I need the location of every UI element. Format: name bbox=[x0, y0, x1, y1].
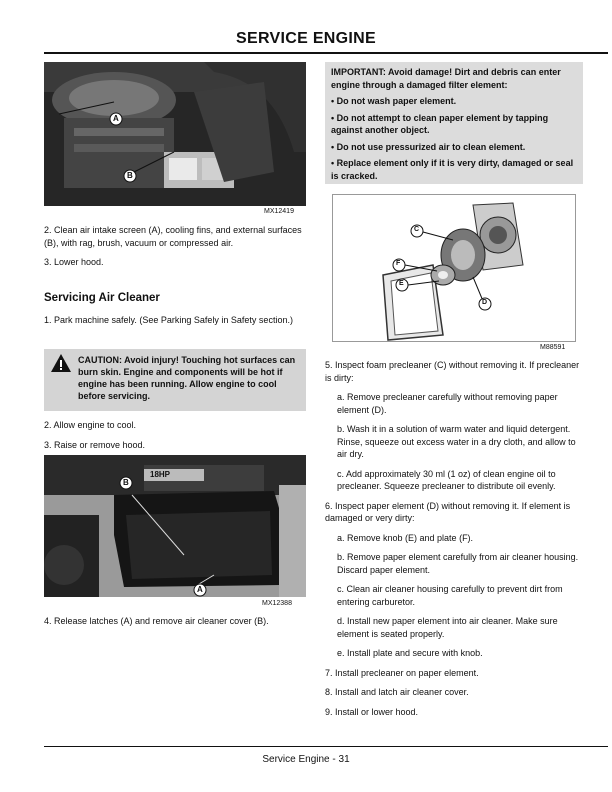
step-6: 6. Inspect paper element (D) without removing it. If element is damaged or very dirty: bbox=[325, 500, 571, 523]
air-cleaner-photo-illustration bbox=[44, 455, 306, 597]
caution-text: CAUTION: Avoid injury! Touching hot surfaces can burn skin. Engine and components will be hot if engine has been running. Allow engine to cool before servicing. bbox=[78, 355, 296, 401]
footer-rule bbox=[44, 746, 608, 747]
callout-a: A bbox=[113, 114, 119, 123]
important-box bbox=[325, 62, 583, 184]
figure-air-cleaner-exploded bbox=[332, 194, 576, 342]
section-heading: Servicing Air Cleaner bbox=[44, 292, 160, 304]
ac-step-1: 1. Park machine safely. (See Parking Safely in Safety section.) bbox=[44, 315, 293, 325]
step-3: 3. Lower hood. bbox=[44, 257, 104, 267]
step-6d: d. Install new paper element into air cleaner. Make sure element is seated properly. bbox=[337, 616, 558, 639]
step-5c: c. Add approximately 30 ml (1 oz) of clean engine oil to precleaner. Squeeze precleaner to distribute oil evenly. bbox=[337, 468, 556, 491]
figure-id: M88591 bbox=[540, 344, 566, 351]
page-footer: Service Engine - 31 bbox=[262, 754, 350, 765]
ac-step-2: 2. Allow engine to cool. bbox=[44, 420, 137, 430]
step-6e: e. Install plate and secure with knob. bbox=[337, 648, 483, 658]
figure-engine-intake-photo bbox=[44, 62, 306, 206]
step-5a: a. Remove precleaner carefully without removing paper element (D). bbox=[337, 392, 558, 415]
step-6b: b. Remove paper element carefully from air cleaner housing. Discard paper element. bbox=[337, 552, 579, 575]
callout-c: C bbox=[414, 226, 420, 233]
engine-photo-illustration bbox=[44, 62, 306, 206]
step-5b: b. Wash it in a solution of warm water and liquid detergent. Rinse, squeeze out excess water in a dry cloth, and allow to air dry. bbox=[337, 424, 576, 459]
step-2: 2. Clean air intake screen (A), cooling fins, and external surfaces (B), with rag, brush, vacuum or compressed air. bbox=[44, 225, 302, 248]
ac-step-4: 4. Release latches (A) and remove air cleaner cover (B). bbox=[44, 616, 269, 626]
important-bullet: • Do not attempt to clean paper element by tapping against another object. bbox=[331, 112, 549, 135]
callout-b: B bbox=[127, 171, 133, 180]
figure-air-cleaner-cover-photo bbox=[44, 455, 306, 597]
step-8: 8. Install and latch air cleaner cover. bbox=[325, 687, 469, 697]
callout-e: E bbox=[399, 280, 404, 287]
figure-id: MX12419 bbox=[264, 208, 294, 215]
figure-id: MX12388 bbox=[262, 600, 292, 607]
callout-b: B bbox=[123, 478, 129, 487]
page-title: SERVICE ENGINE bbox=[236, 30, 376, 47]
warning-icon bbox=[50, 353, 72, 373]
caution-box bbox=[44, 349, 306, 411]
title-rule bbox=[44, 52, 608, 54]
important-intro: IMPORTANT: Avoid damage! Dirt and debris can enter engine through a damaged filter element: bbox=[331, 67, 561, 90]
step-9: 9. Install or lower hood. bbox=[325, 706, 419, 717]
callout-f: F bbox=[396, 260, 401, 267]
callout-d: D bbox=[482, 299, 488, 306]
important-bullet: • Do not wash paper element. bbox=[331, 96, 457, 106]
callout-a: A bbox=[197, 585, 203, 594]
step-6a: a. Remove knob (E) and plate (F). bbox=[337, 532, 474, 543]
important-bullet: • Replace element only if it is very dirty, damaged or seal is cracked. bbox=[331, 158, 574, 181]
important-bullet: • Do not use pressurized air to clean element. bbox=[331, 141, 526, 152]
ac-step-3: 3. Raise or remove hood. bbox=[44, 439, 146, 450]
step-7: 7. Install precleaner on paper element. bbox=[325, 667, 479, 678]
engine-badge: 18HP bbox=[150, 470, 171, 479]
step-5: 5. Inspect foam precleaner (C) without removing it. If precleaner is dirty: bbox=[325, 360, 580, 383]
exploded-diagram-illustration bbox=[333, 195, 575, 341]
step-6c: c. Clean air cleaner housing carefully to prevent dirt from entering carburetor. bbox=[337, 584, 563, 607]
